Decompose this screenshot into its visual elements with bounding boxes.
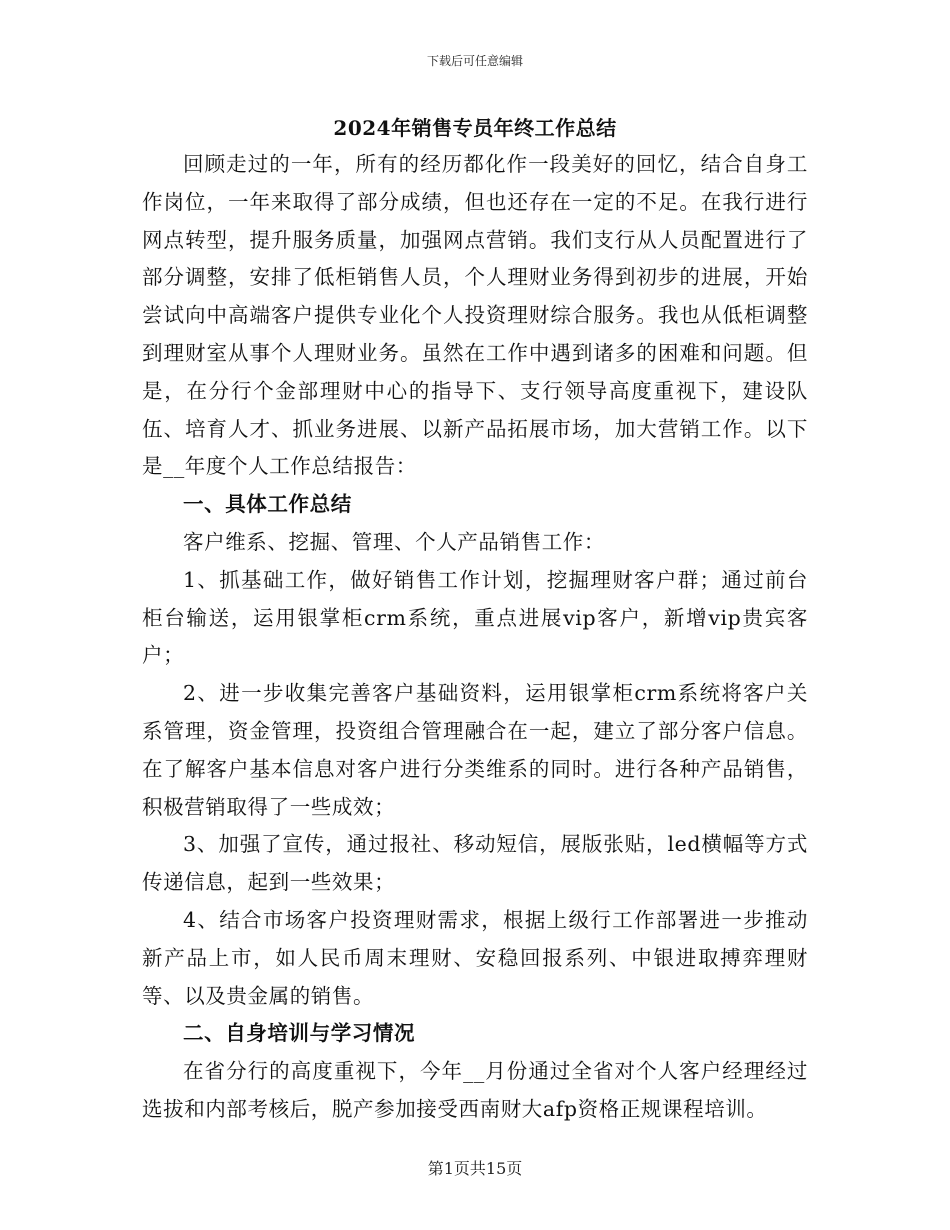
list-item-3: 3、加强了宣传，通过报社、移动短信，展版张贴，led横幅等方式传递信息，起到一些效果；	[142, 832, 808, 895]
page-number: 第1页共15页	[427, 1159, 523, 1178]
list-item-1: 1、抓基础工作，做好销售工作计划，挖掘理财客户群；通过前台柜台输送，运用银掌柜crm系统，重点进展vip客户，新增vip贵宾客户；	[142, 567, 808, 668]
list-item-4: 4、结合市场客户投资理财需求，根据上级行工作部署进一步推动新产品上市，如人民币周末理财、安稳回报系列、中银进取搏弈理财等、以及贵金属的销售。	[142, 907, 808, 1008]
intro-paragraph: 回顾走过的一年，所有的经历都化作一段美好的回忆，结合自身工作岗位，一年来取得了部分成绩，但也还存在一定的不足。在我行进行网点转型，提升服务质量，加强网点营销。我们支行从人员配置进行了部分调整，安排了低柜销售人员，个人理财业务得到初步的进展，开始尝试向中高端客户提供专业化个人投资理财综合服务。我也从低柜调整到理财室从事个人理财业务。虽然在工作中遇到诸多的困难和问题。但是，在分行个金部理财中心的指导下、支行领导高度重视下，建设队伍、培育人才、抓业务进展、以新产品拓展市场，加大营销工作。以下是__年度个人工作总结报告：	[142, 152, 808, 479]
section-heading-work-summary: 一、具体工作总结	[183, 492, 352, 517]
section-heading-training: 二、自身培训与学习情况	[183, 1021, 416, 1046]
document-body	[142, 110, 808, 1129]
document-title: 2024年销售专员年终工作总结	[333, 116, 617, 140]
page-header-note: 下载后可任意编辑	[426, 54, 523, 68]
list-item-2: 2、进一步收集完善客户基础资料，运用银掌柜crm系统将客户关系管理，资金管理，投资组合管理融合在一起，建立了部分客户信息。在了解客户基本信息对客户进行分类维系的同时。进行各种产品销售，积极营销取得了一些成效；	[142, 681, 808, 819]
paragraph-training: 在省分行的高度重视下，今年__月份通过全省对个人客户经理经过选拔和内部考核后，脱产参加接受西南财大afp资格正规课程培训。	[142, 1059, 808, 1121]
paragraph-customer-work: 客户维系、挖掘、管理、个人产品销售工作：	[183, 529, 605, 554]
